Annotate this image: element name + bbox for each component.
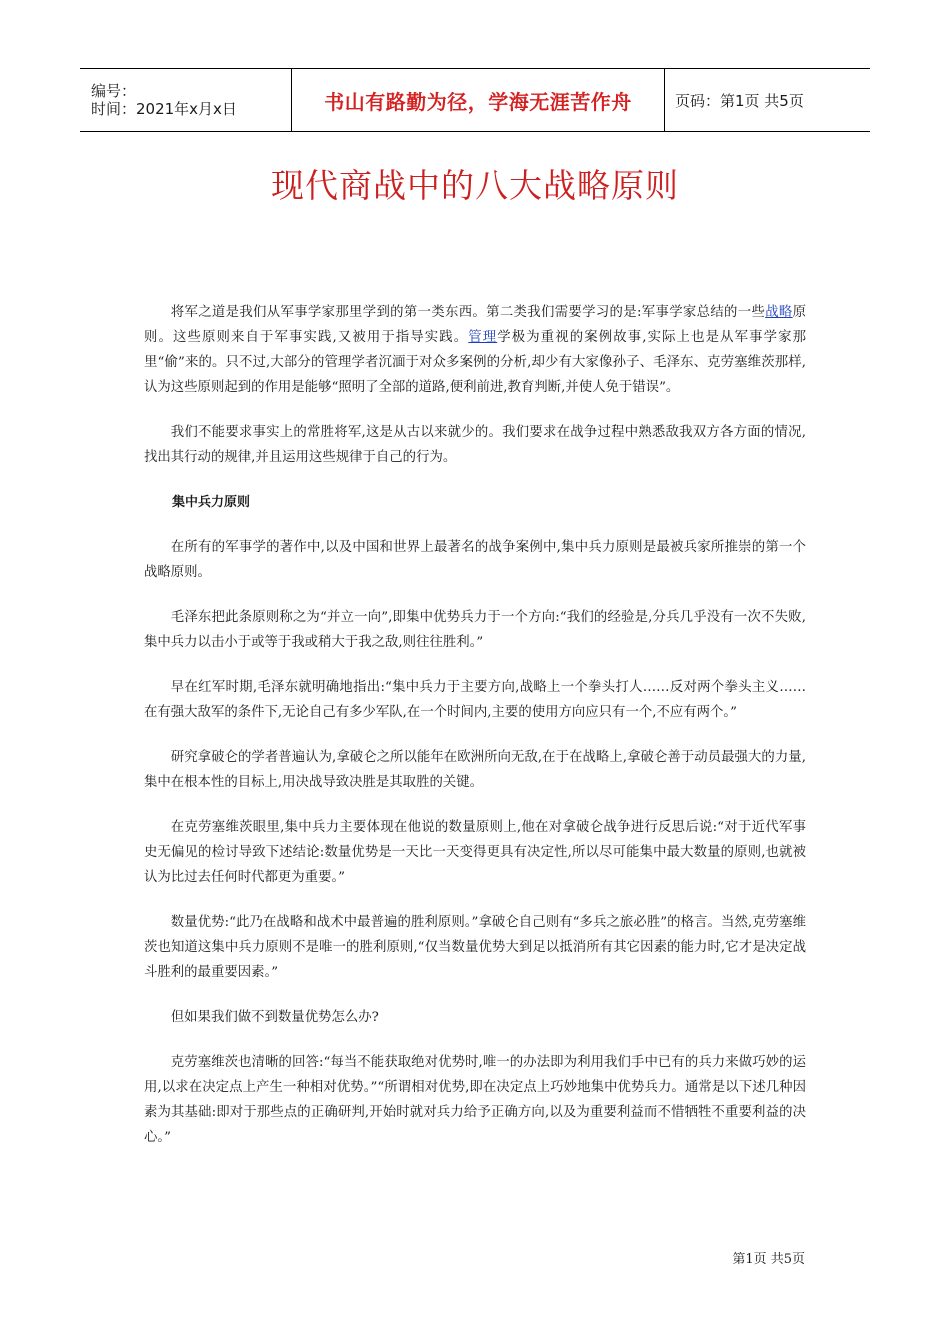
number-label: 编号： bbox=[91, 82, 137, 100]
paragraph: 数量优势:“此乃在战略和战术中最普遍的胜利原则。”拿破仑自己则有“多兵之旅必胜”的格言。当然,克劳塞维茨也知道这集中兵力原则不是唯一的胜利原则,“仅当数量优势大到足以抵消所有其它因素的能力时,它才是决定战斗胜利的最重要因素。” bbox=[144, 915, 806, 980]
paragraph: 克劳塞维茨也清晰的回答:“每当不能获取绝对优势时,唯一的办法即为利用我们手中已有的兵力来做巧妙的运用,以求在决定点上产生一种相对优势。”“所谓相对优势,即在决定点上巧妙地集中优势兵力。通常是以下述几种因素为其基础:即对于那些点的正确研判,开始时就对兵力给予正确方向,以及为重要利益而不惜牺牲不重要利益的决心。” bbox=[144, 1055, 806, 1145]
document-header bbox=[80, 68, 870, 132]
paragraph: 但如果我们做不到数量优势怎么办? bbox=[170, 1010, 379, 1025]
management-link[interactable]: 管理 bbox=[468, 330, 498, 345]
paragraph-text: 学极为重视的案例故事,实际上也是从军事学家那里“偷”来的。只不过,大部分的管理学者沉湎于对众多案例的分析,却少有大家像孙子、毛泽东、克劳塞维茨那样,认为这些原则起到的作用是能够“照明了全部的道路,便利前进,教育判断,并使人免于错误”。 bbox=[144, 330, 806, 395]
header-meta-cell bbox=[80, 69, 292, 131]
section-heading: 集中兵力原则 bbox=[172, 495, 251, 510]
document-title: 现代商战中的八大战略原则 bbox=[271, 166, 679, 205]
strategy-link[interactable]: 战略 bbox=[765, 305, 793, 320]
paragraph: 我们不能要求事实上的常胜将军,这是从古以来就少的。我们要求在战争过程中熟悉敌我双方各方面的情况,找出其行动的规律,并且运用这些规律于自己的行为。 bbox=[144, 425, 806, 465]
paragraph: 毛泽东把此条原则称之为“并立一向”,即集中优势兵力于一个方向:“我们的经验是,分兵几乎没有一次不失败,集中兵力以击小于或等于我或稍大于我之敌,则往往胜利。” bbox=[144, 610, 806, 650]
page-footer: 第1页 共5页 bbox=[732, 1252, 805, 1267]
paragraph-text: 原则。这些原则来自于军事实践,又被用于指导实践。 bbox=[144, 305, 806, 345]
paragraph: 在克劳塞维茨眼里,集中兵力主要体现在他说的数量原则上,他在对拿破仑战争进行反思后说:“对于近代军事史无偏见的检讨导致下述结论:数量优势是一天比一天变得更具有决定性,所以尽可能集中最大数量的原则,也就被认为比过去任何时代都更为重要。” bbox=[144, 820, 806, 885]
paragraph: 在所有的军事学的著作中,以及中国和世界上最著名的战争案例中,集中兵力原则是最被兵家所推崇的第一个战略原则。 bbox=[144, 540, 806, 580]
header-motto-cell bbox=[292, 69, 665, 131]
paragraph: 研究拿破仑的学者普遍认为,拿破仑之所以能年在欧洲所向无敌,在于在战略上,拿破仑善于动员最强大的力量,集中在根本性的目标上,用决战导致决胜是其取胜的关键。 bbox=[144, 750, 806, 790]
time-label: 时间：2021年x月x日 bbox=[91, 100, 237, 118]
document-body bbox=[144, 300, 806, 1170]
page-info: 页码：第1页 共5页 bbox=[675, 91, 804, 110]
header-page-cell bbox=[665, 69, 870, 131]
paragraph-text: 将军之道是我们从军事学家那里学到的第一类东西。第二类我们需要学习的是:军事学家总结的一些 bbox=[170, 305, 766, 320]
paragraph-intro bbox=[144, 300, 806, 400]
motto-text: 书山有路勤为径，学海无涯苦作舟 bbox=[324, 89, 632, 114]
paragraph: 早在红军时期,毛泽东就明确地指出:“集中兵力于主要方向,战略上一个拳头打人……反对两个拳头主义……在有强大敌军的条件下,无论自己有多少军队,在一个时间内,主要的使用方向应只有一个,不应有两个。” bbox=[144, 680, 806, 720]
